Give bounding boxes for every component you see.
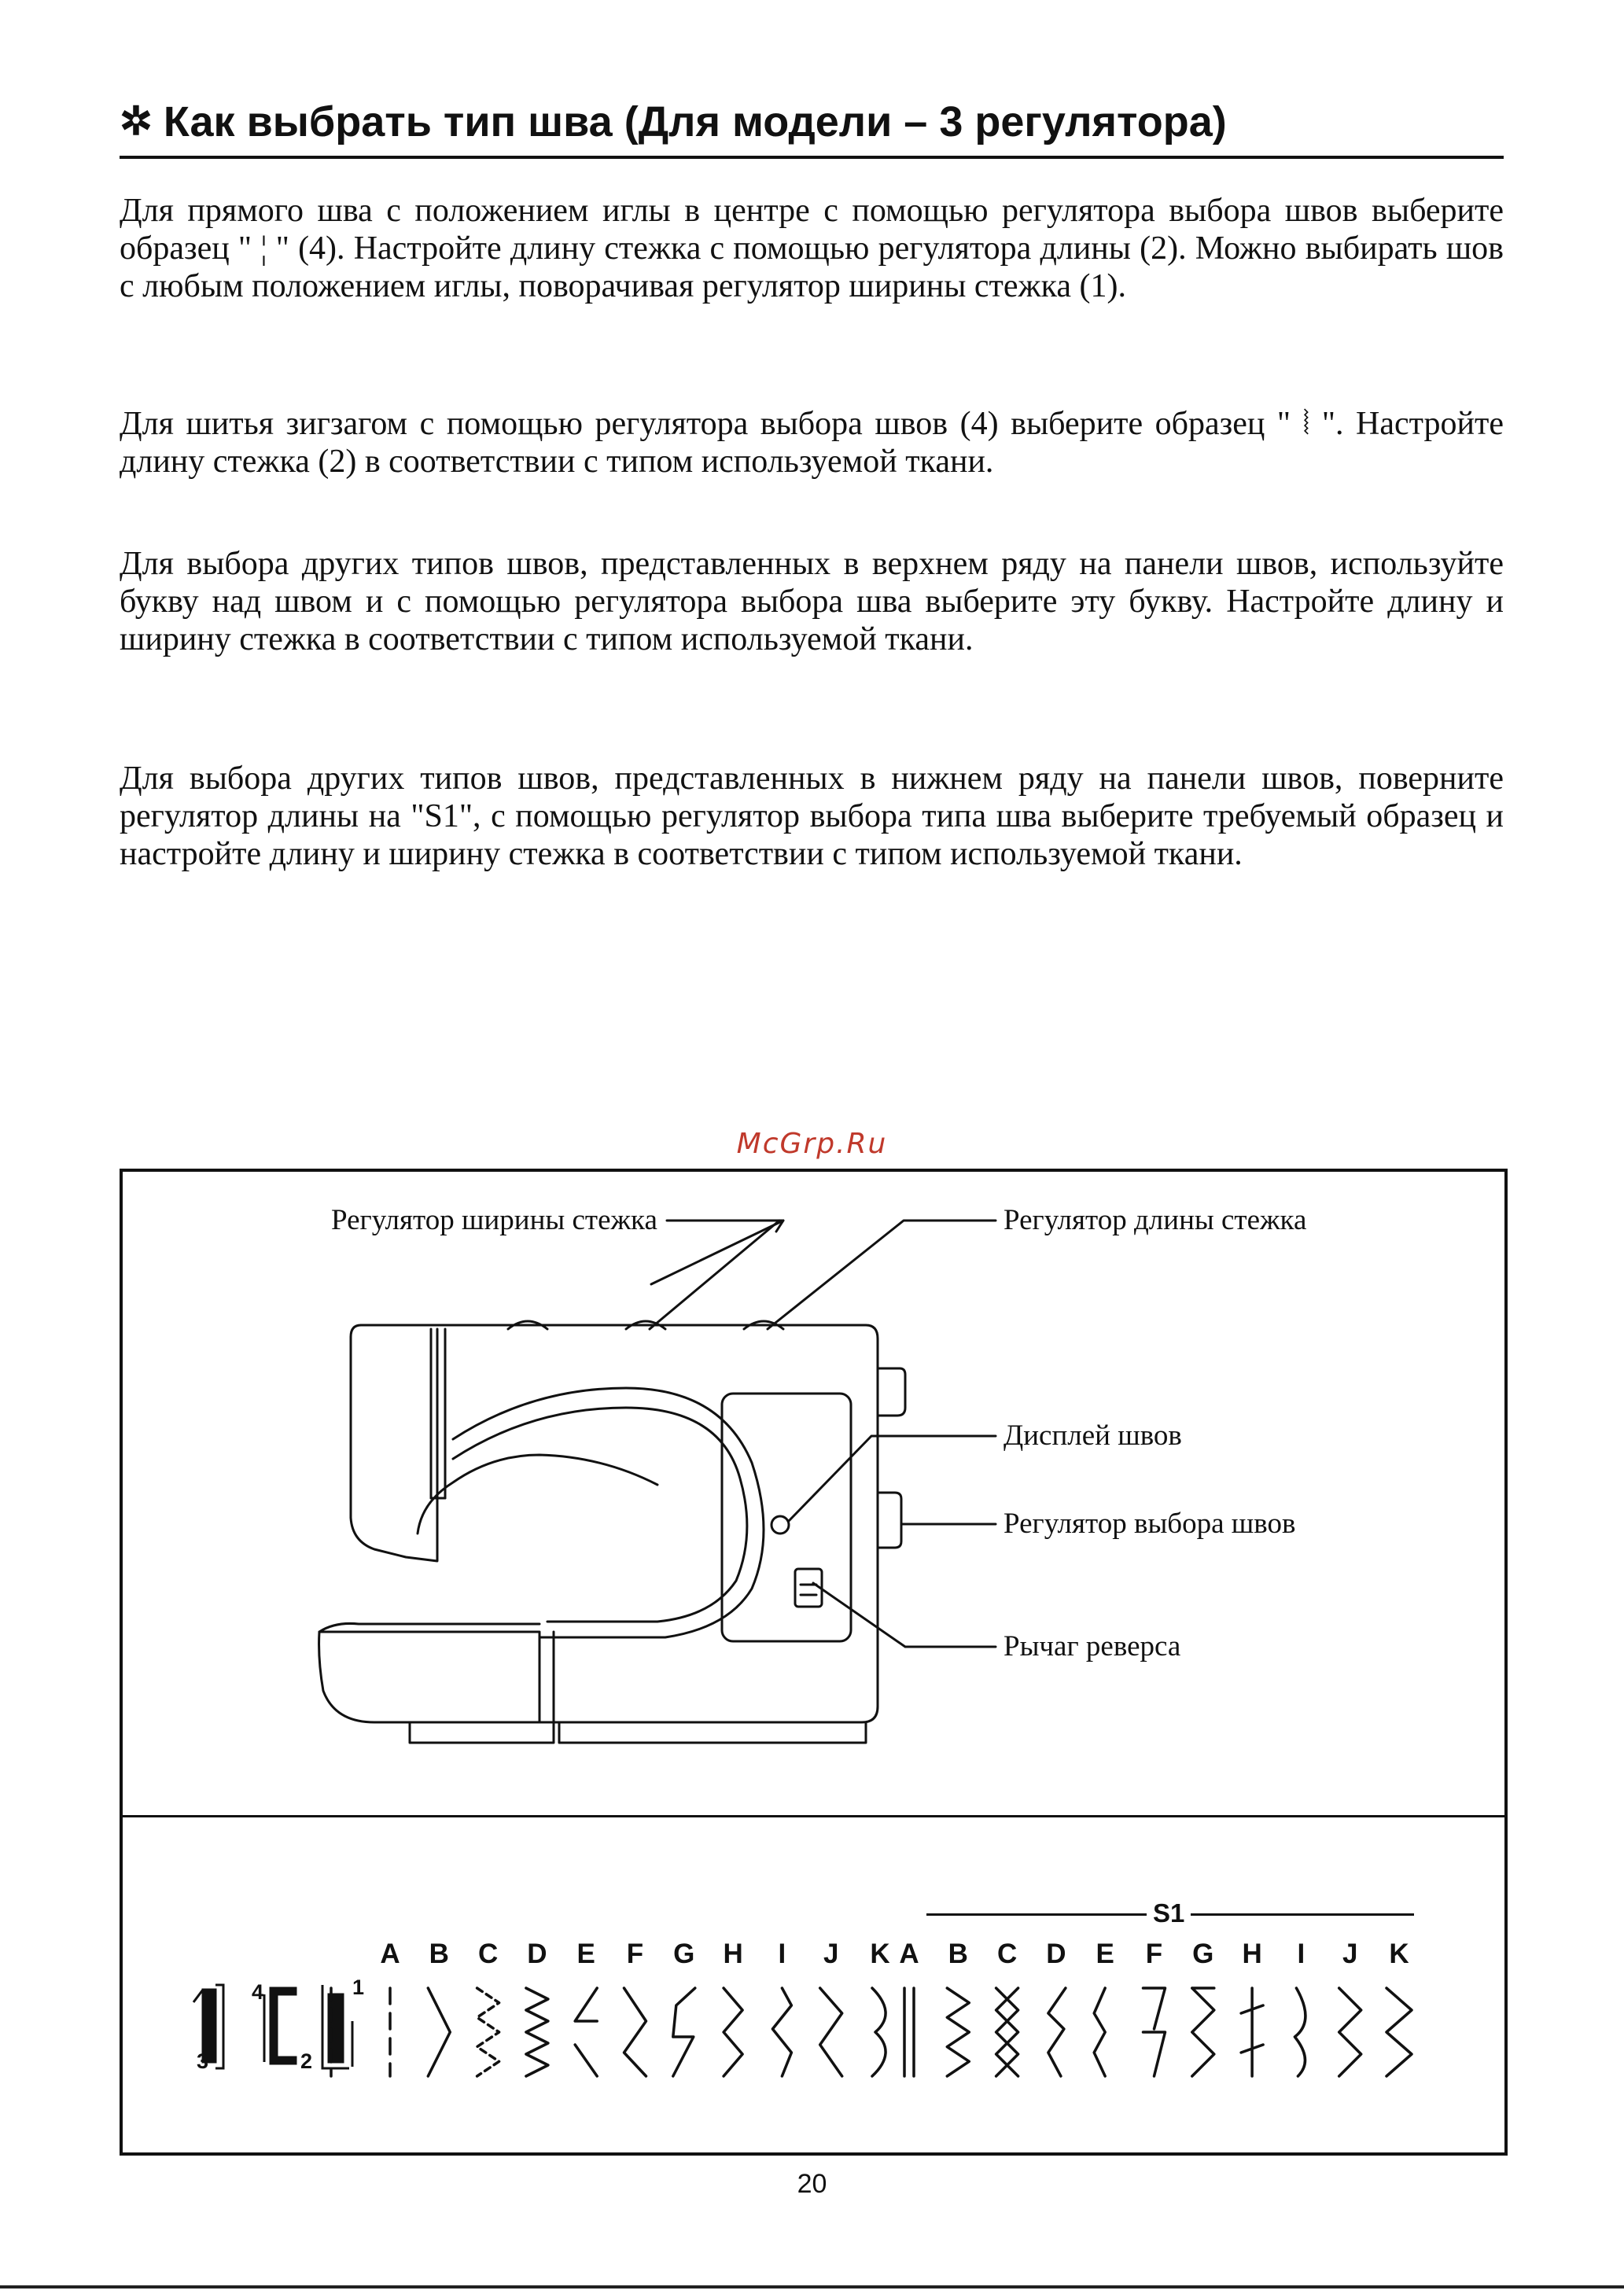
s1-row-letter-b: B (948, 1939, 968, 1969)
top-row-letter-k: K (870, 1939, 890, 1969)
page-bottom-edge (0, 2285, 1624, 2288)
stitch-s1-a (904, 1988, 914, 2076)
stitch-s1-h (1241, 1988, 1263, 2076)
s1-label: S1 (1147, 1898, 1191, 1928)
s1-row-letter-a: A (899, 1939, 919, 1969)
heading-title: Как выбрать тип шва (Для модели – 3 регулятора) (163, 98, 1227, 145)
callout-length-dial: Регулятор длины стежка (1003, 1204, 1307, 1236)
s1-row-letter-k: K (1389, 1939, 1409, 1969)
s1-row-letter-h: H (1242, 1939, 1262, 1969)
stitch-s1-d (1048, 1988, 1066, 2076)
paragraph-top-row: Для выбора других типов швов, представленных в верхнем ряду на панели швов, используйте букву над швом и с помощью регулятора выбора шва выберите эту букву. Настройте длину и ширину стежка в соответствии с типом используемой ткани. (120, 546, 1504, 657)
stitch-s1-b (947, 1988, 969, 2076)
stitch-top-i (772, 1988, 791, 2076)
figure-divider (123, 1815, 1504, 1817)
stitch-top-e (575, 1988, 597, 2076)
callout-pattern-dial: Регулятор выбора швов (1003, 1508, 1296, 1540)
paragraph-straight-stitch: Для прямого шва с положением иглы в центре с помощью регулятора выбора швов выберите образец " ¦ " (4). Настройте длину стежка с помощью регулятора длины (2). Можно выбирать шов с любым положением иглы, поворачивая регулятор ширины стежка (1). (120, 193, 1504, 304)
stitch-patterns (123, 1974, 1504, 2131)
s1-row-letter-f: F (1145, 1939, 1163, 1969)
heading-rule (120, 156, 1504, 159)
stitch-top-d (526, 1988, 548, 2076)
top-row-letter-c: C (477, 1939, 499, 1969)
stitch-top-g (673, 1988, 695, 2076)
stitch-s1-i (1294, 1988, 1305, 2076)
stitch-top-j (820, 1988, 842, 2076)
callout-reverse-lever: Рычаг реверса (1003, 1630, 1181, 1663)
stitch-s1-c (996, 1988, 1018, 2076)
s1-row-letter-c: C (996, 1939, 1018, 1969)
sewing-machine-illustration (123, 1172, 1504, 1815)
s1-row-letter-d: D (1046, 1939, 1066, 1969)
stitch-top-h (724, 1988, 742, 2076)
s1-row-letter-j: J (1342, 1939, 1358, 1969)
top-row-letter-g: G (673, 1939, 695, 1969)
needle-position-2: 2 (300, 2049, 313, 2073)
top-row-letter-f: F (626, 1939, 644, 1969)
callout-width-dial: Регулятор ширины стежка (331, 1204, 657, 1236)
figure-frame (120, 1169, 1508, 2156)
compass-star-icon: ✲ (120, 99, 153, 143)
s1-row-letter-i: I (1297, 1939, 1305, 1969)
callout-stitch-display: Дисплей швов (1003, 1419, 1182, 1452)
stitch-s1-f (1143, 1988, 1166, 2076)
watermark: McGrp.Ru (736, 1128, 888, 1160)
stitch-s1-k (1386, 1988, 1412, 2076)
s1-row-letter-e: E (1096, 1939, 1114, 1969)
top-row-letter-h: H (723, 1939, 743, 1969)
top-row-letter-d: D (527, 1939, 547, 1969)
page-heading (120, 93, 1504, 150)
stitch-top-c (477, 1988, 499, 2076)
stitch-s1-e (1094, 1988, 1105, 2076)
s1-row-letter-g: G (1192, 1939, 1214, 1969)
top-row-letter-e: E (576, 1939, 595, 1969)
stitch-top-b (428, 1988, 450, 2076)
stitch-s1-g (1192, 1988, 1214, 2076)
paragraph-bottom-row: Для выбора других типов швов, представленных в нижнем ряду на панели швов, поверните регулятор длины на "S1", с помощью регулятор выбора типа шва выберите требуемый образец и настройте длину и ширину стежка в соответствии с типом используемой ткани. (120, 760, 1504, 872)
stitch-top-f (624, 1988, 646, 2076)
stitch-s1-j (1339, 1988, 1361, 2076)
page-number: 20 (797, 2169, 827, 2199)
needle-position-4: 4 (252, 1980, 264, 2004)
top-row-letter-b: B (429, 1939, 449, 1969)
top-row-letter-a: A (380, 1939, 400, 1969)
top-row-letter-j: J (823, 1939, 839, 1969)
paragraph-zigzag-stitch: Для шитья зигзагом с помощью регулятора выбора швов (4) выберите образец " ⦚ ". Настройте длину стежка (2) в соответствии с типом используемой ткани. (120, 406, 1504, 480)
stitch-top-k (872, 1988, 886, 2076)
needle-position-1: 1 (352, 1975, 365, 1999)
top-row-letter-i: I (778, 1939, 786, 1969)
needle-position-3: 3 (197, 2049, 209, 2073)
